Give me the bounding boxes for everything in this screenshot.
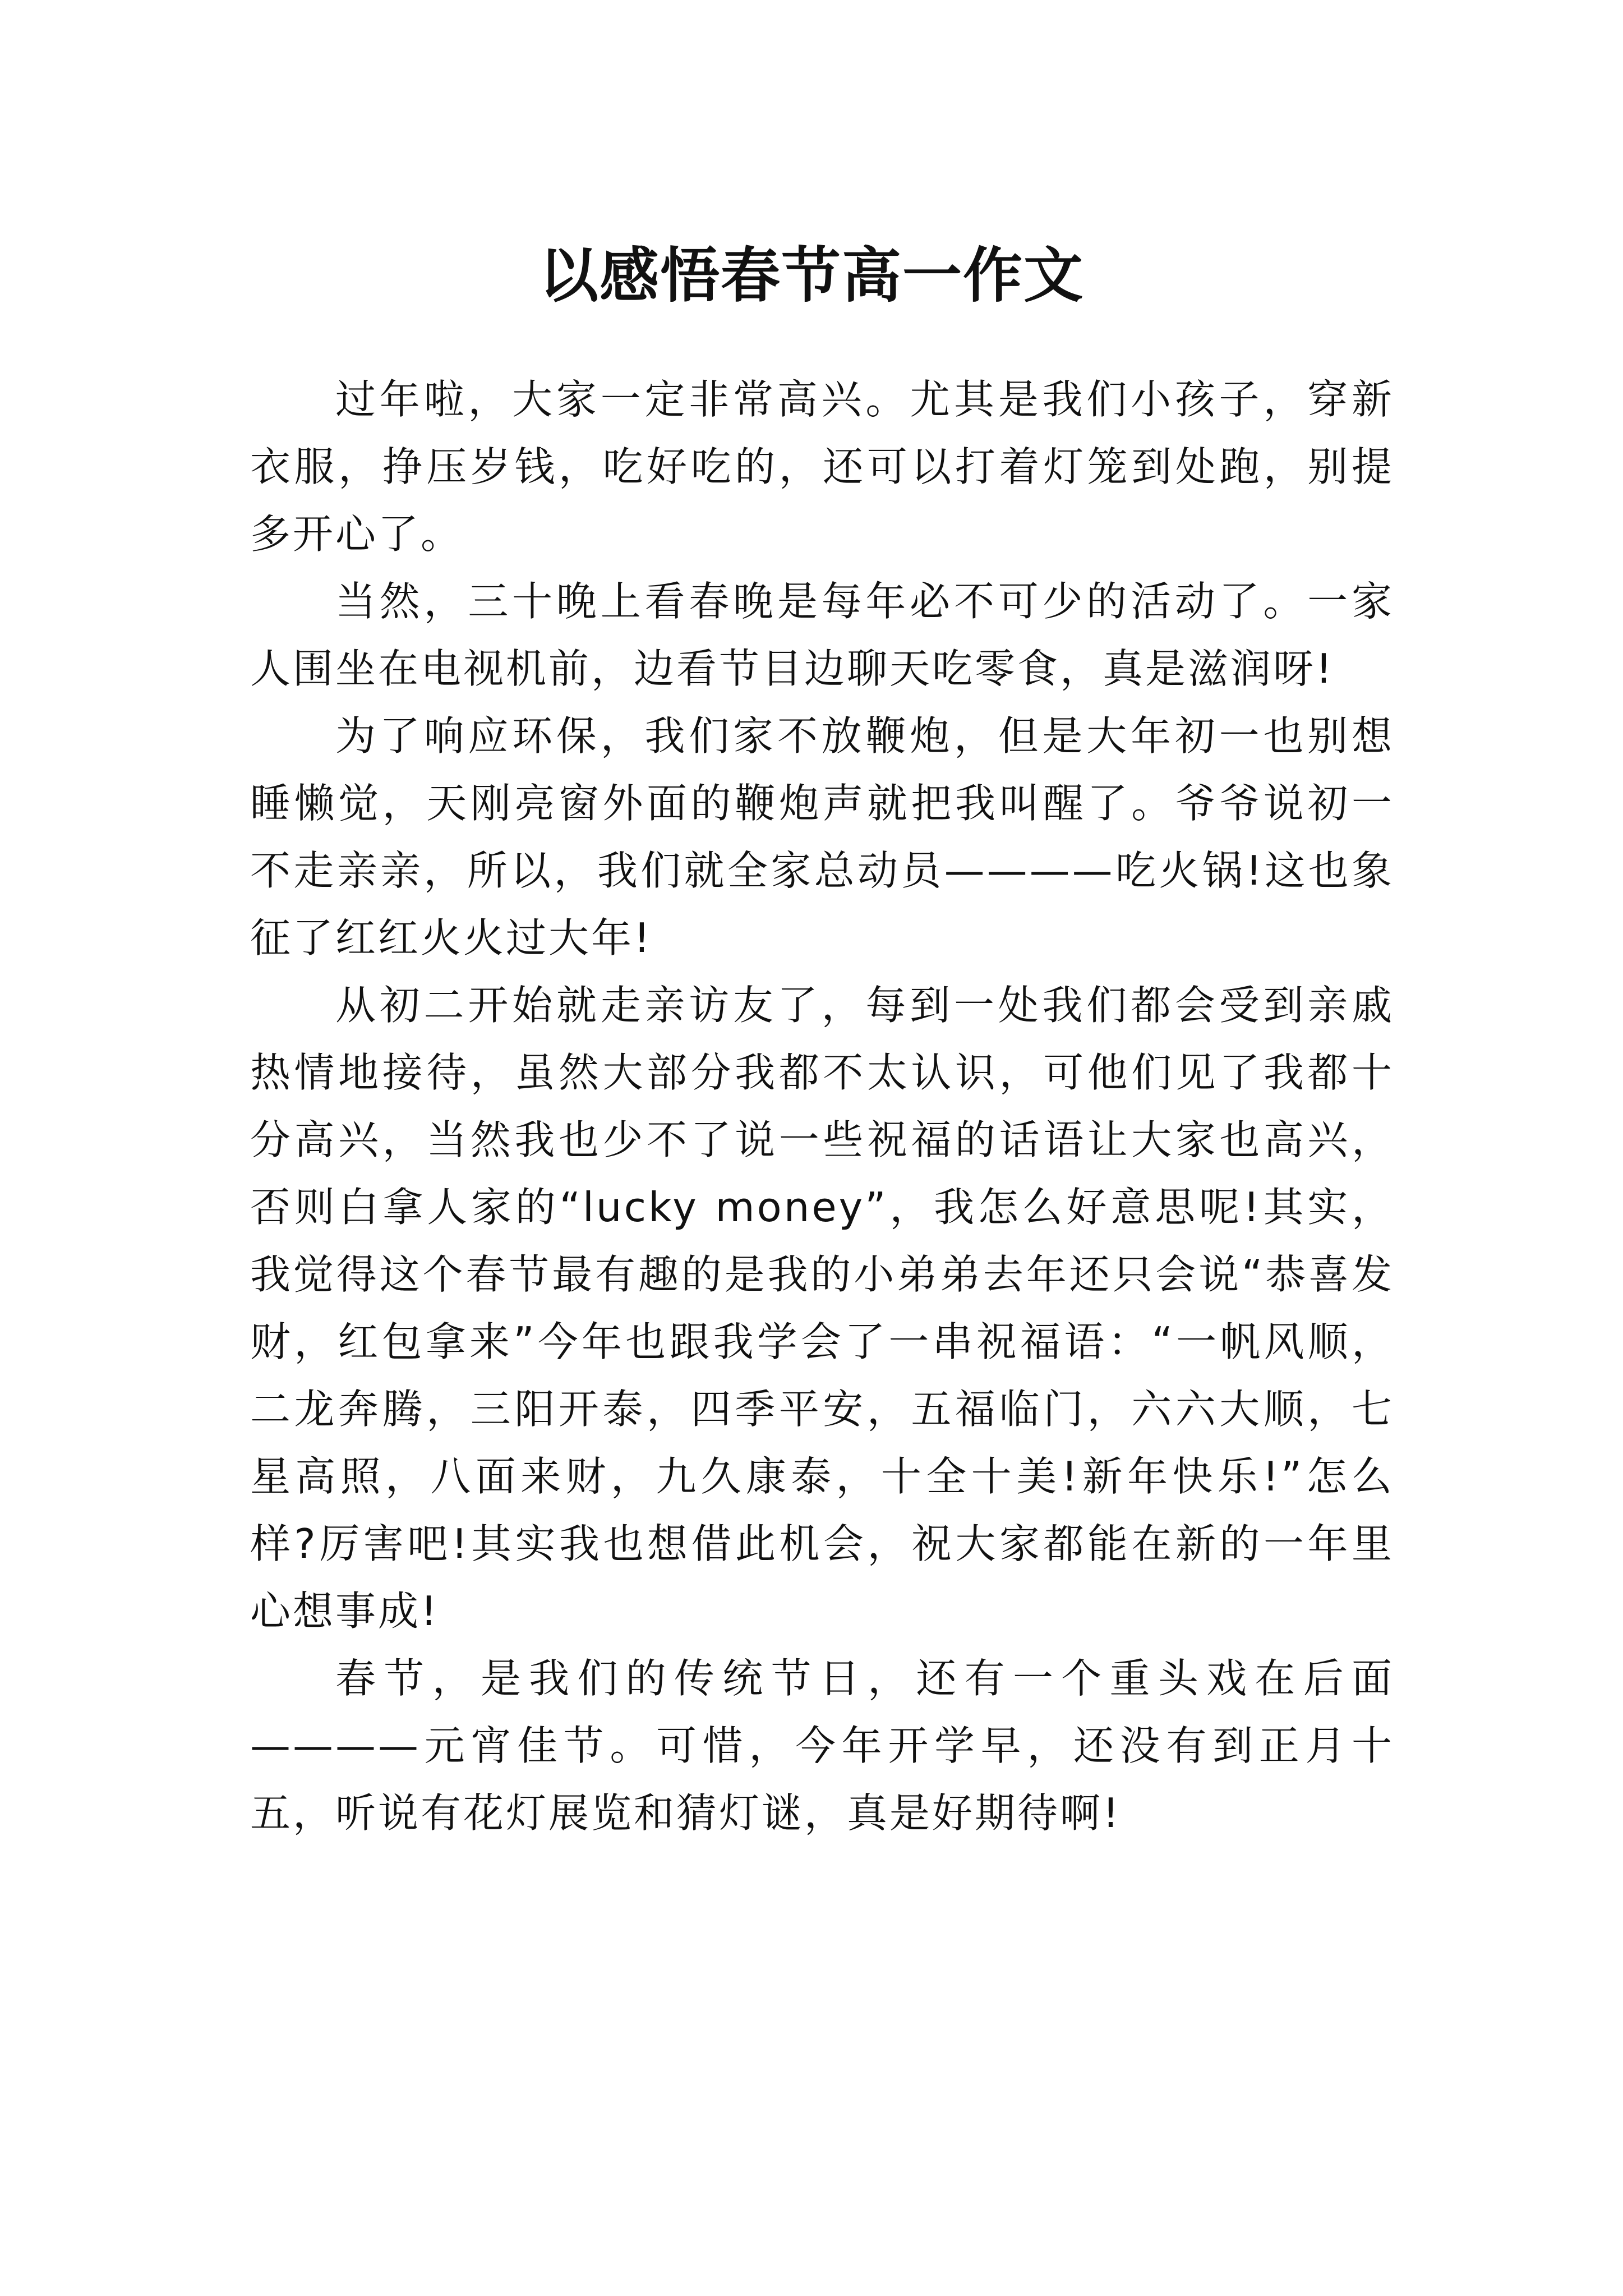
paragraph-5: 春节，是我们的传统节日，还有一个重头戏在后面————元宵佳节。可惜，今年开学早，还没有到正月十五，听说有花灯展览和猜灯谜，真是好期待啊! xyxy=(250,1655,1394,1837)
paragraph-3: 为了响应环保，我们家不放鞭炮，但是大年初一也别想睡懒觉，天刚亮窗外面的鞭炮声就把我叫醒了。爷爷说初一不走亲亲，所以，我们就全家总动员————吃火锅!这也象征了红红火火过大年! xyxy=(250,712,1394,961)
paragraph-1: 过年啦，大家一定非常高兴。尤其是我们小孩子，穿新衣服，挣压岁钱，吃好吃的，还可以打着灯笼到处跑，别提多开心了。 xyxy=(250,376,1394,558)
paragraph-2: 当然，三十晚上看春晚是每年必不可少的活动了。一家人围坐在电视机前，边看节目边聊天吃零食，真是滋润呀! xyxy=(250,578,1394,692)
paragraph-4: 从初二开始就走亲访友了，每到一处我们都会受到亲戚热情地接待，虽然大部分我都不太认识，可他们见了我都十分高兴，当然我也少不了说一些祝福的话语让大家也高兴，否则白拿人家的“lucky money”，我怎么好意思呢!其实，我觉得这个春节最有趣的是我的小弟弟去年还只会说“恭喜发财，红包拿来”今年也跟我学会了一串祝福语：“一帆风顺，二龙奔腾，三阳开泰，四季平安，五福临门，六六大顺，七星高照，八面来财，九久康泰，十全十美!新年快乐!”怎么样?厉害吧!其实我也想借此机会，祝大家都能在新的一年里心想事成! xyxy=(250,982,1394,1635)
document-title: 以感悟春节高一作文 xyxy=(539,240,1084,311)
essay-body xyxy=(250,366,1394,1847)
